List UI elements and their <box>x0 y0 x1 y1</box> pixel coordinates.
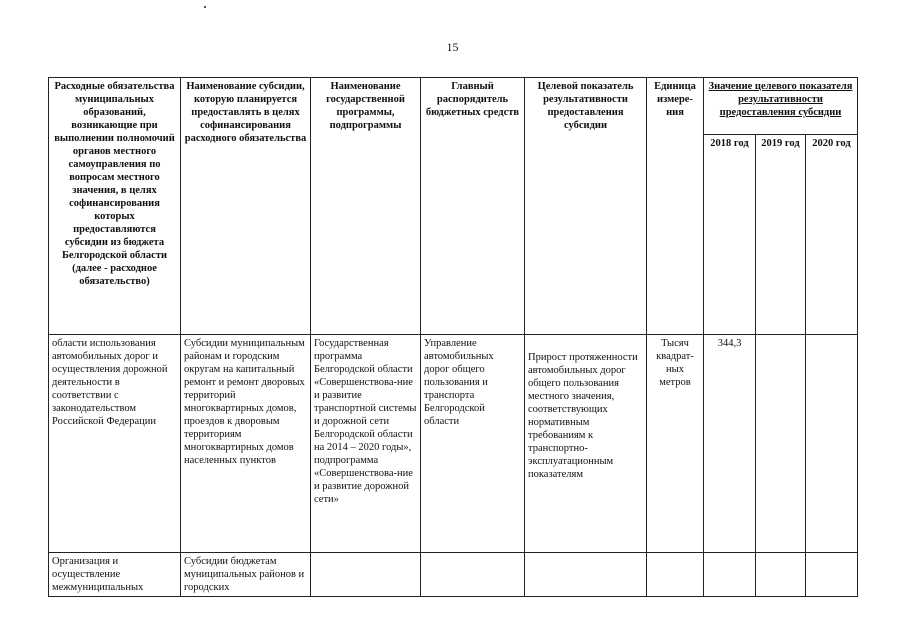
table-row <box>49 553 858 597</box>
cell-2018 <box>704 553 756 597</box>
scan-dot <box>204 6 206 8</box>
header-indicator: Целевой показатель результативности предоставления субсидии <box>525 78 647 335</box>
cell-obligation: области использования автомобильных дорог и осуществления дорожной деятельности в соответствии с законодательством Российской Федерации <box>49 335 181 553</box>
cell-indicator <box>525 553 647 597</box>
cell-2020 <box>806 335 858 553</box>
cell-manager: Управление автомобильных дорог общего пользования и транспорта Белгородской области <box>421 335 525 553</box>
cell-subsidy: Субсидии бюджетам муниципальных районов и городских <box>181 553 311 597</box>
header-target-value: Значение целевого показателя результативности предоставления субсидии <box>704 78 858 135</box>
cell-2019 <box>756 553 806 597</box>
header-year-2018: 2018 год <box>704 135 756 335</box>
header-subsidy: Наименование субсидии, которую планируется предоставлять в целях софинансирования расходного обязательства <box>181 78 311 335</box>
cell-program: Государственная программа Белгородской области «Совершенствова-ние и развитие транспортной системы и дорожной сети Белгородской области на 2014 – 2020 годы», подпрограмма «Совершенствова-ние и развитие дорожной сети» <box>311 335 421 553</box>
header-obligation: Расходные обязательства муниципальных образований, возникающие при выполнении полномочий органов местного самоуправления по вопросам местного значения, в целях софинансирования которых предоставляются субсидии из бюджета Белгородской области (далее - расходное обязательство) <box>49 78 181 335</box>
header-program: Наименование государственной программы, подпрограммы <box>311 78 421 335</box>
page-number: 15 <box>446 40 459 54</box>
header-row <box>49 78 858 135</box>
header-year-2020: 2020 год <box>806 135 858 335</box>
cell-manager <box>421 553 525 597</box>
cell-indicator: Прирост протяженности автомобильных дорог общего пользования местного значения, соответствующих нормативным требованиям к транспортно-эксплуатационным показателям <box>525 335 647 553</box>
header-unit: Единица измере-ния <box>647 78 704 335</box>
cell-obligation: Организация и осуществление межмуниципальных <box>49 553 181 597</box>
header-manager: Главный распорядитель бюджетных средств <box>421 78 525 335</box>
subsidy-table <box>48 77 858 597</box>
cell-2019 <box>756 335 806 553</box>
cell-subsidy: Субсидии муниципальным районам и городским округам на капитальный ремонт и ремонт дворовых территорий многоквартирных домов, проездов к дворовым территориям многоквартирных домов населенных пунктов <box>181 335 311 553</box>
header-year-2019: 2019 год <box>756 135 806 335</box>
cell-2020 <box>806 553 858 597</box>
cell-2018: 344,3 <box>704 335 756 553</box>
table-row <box>49 335 858 553</box>
cell-program <box>311 553 421 597</box>
cell-unit <box>647 553 704 597</box>
cell-unit: Тысяч квадрат-ных метров <box>647 335 704 553</box>
